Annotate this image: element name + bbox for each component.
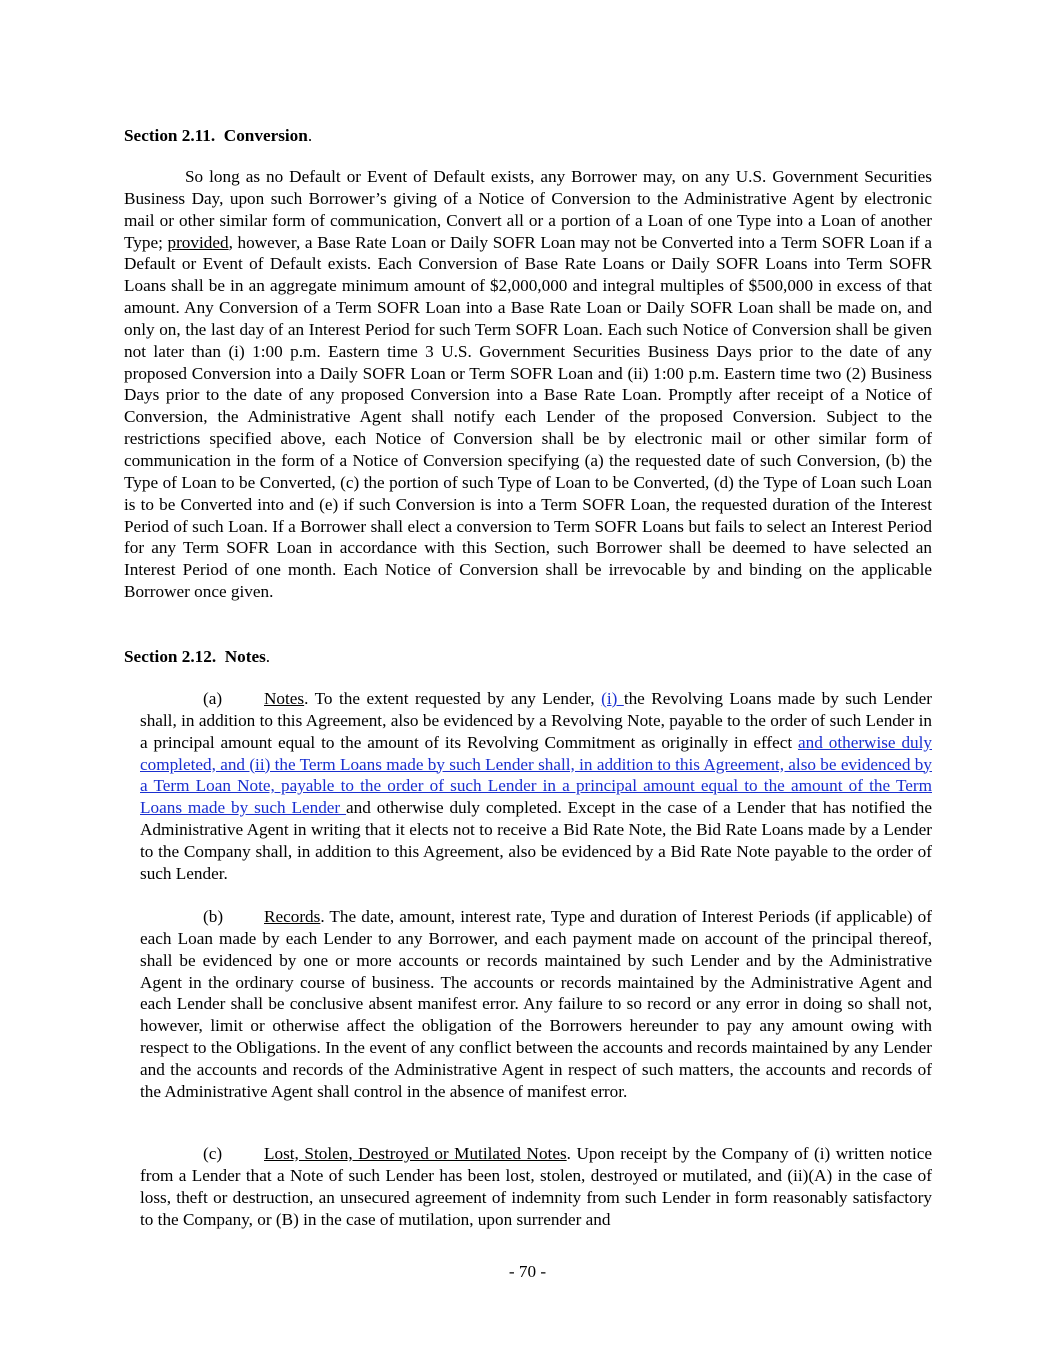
section-2-11-paragraph [124,166,932,603]
subsection-a-paragraph [140,688,932,885]
section-2-11-heading: Section 2.11. Conversion. [124,126,313,145]
inserted-text: and otherwise duly completed, and (ii) the Term Loans made by such Lender shall, in addition to this Agreement, also be evidenced by a Term Loan Note, payable to the order of such Lender in a principal amount equal to the amount of the Term Loans made by such Lender [140,732,932,818]
subsection-c-paragraph [140,1143,932,1230]
subsection-heading: Notes [264,689,305,708]
paragraph-text: , however, a Base Rate Loan or Daily SOFR Loan may not be Converted into a Term SOFR Loan if a Default or Event of Default exists. Each Conversion of Base Rate Loans or Daily SOFR Loans into Term SOFR Loans shall be in an aggregate minimum amount of $2,000,000 and integral multiples of $500,000 in excess of that amount. Any Conversion of a Term SOFR Loan into a Base Rate Loan or Daily SOFR Loan shall be made on, and only on, the last day of an Interest Period for such Term SOFR Loan. Each such Notice of Conversion shall be given not later than (i) 1:00 p.m. Eastern time 3 U.S. Government Securities Business Days prior to the date of any proposed Conversion into a Daily SOFR Loan or Term SOFR Loan and (ii) 1:00 p.m. Eastern time two (2) Business Days prior to the date of any proposed Conversion into a Base Rate Loan. Promptly after receipt of a Notice of Conversion, the Administrative Agent shall notify each Lender of the proposed Conversion. Subject to the restrictions specified above, each Notice of Conversion shall be by electronic mail or other similar form of communication in the form of a Notice of Conversion specifying (a) the requested date of such Conversion, (b) the Type of Loan to be Converted, (c) the portion of such Type of Loan to be Converted, (d) the Type of Loan such Loan is to be Converted into and (e) if such Conversion is into a Term SOFR Loan, the requested duration of the Interest Period of such Loan. If a Borrower shall elect a conversion to Term SOFR Loans but fails to select an Interest Period for any Term SOFR Loan in accordance with this Section, such Borrower shall be deemed to have selected an Interest Period of one month. Each Notice of Conversion shall be irrevocable by and binding on the applicable Borrower once given. [124,232,933,602]
section-number: Section 2.12. [124,647,217,666]
section-title: Notes [224,647,266,666]
page-number: - 70 - [508,1262,547,1281]
subsection-marker: (b) [203,907,224,926]
subsection-marker: (c) [203,1144,223,1163]
subsection-heading: Records [264,907,321,926]
section-title: Conversion [223,126,308,145]
underlined-term: provided [167,232,229,252]
inserted-text: (i) [601,689,624,708]
paragraph-text: . The date, amount, interest rate, Type and duration of Interest Periods (if applicable) of each Loan made by each Lender to any Borrower, and each payment made on account of the principal thereof, shall be evidenced by one or more accounts or records maintained by such Lender and by the Administrative Agent in the ordinary course of business. The accounts or records maintained by the Administrative Agent and each Lender shall be conclusive absent manifest error. Any failure to so record or any error in doing so shall not, however, limit or otherwise affect the obligation of the Borrowers hereunder to pay any amount owing with respect to the Obligations. In the event of any conflict between the accounts and records maintained by any Lender and the accounts and records of the Administrative Agent in respect of such matters, the accounts and records of the Administrative Agent shall control in the absence of manifest error. [140,907,932,1101]
subsection-heading: Lost, Stolen, Destroyed or Mutilated Notes [264,1144,567,1163]
section-2-12-heading: Section 2.12. Notes. [124,647,271,666]
subsection-marker: (a) [203,689,223,708]
paragraph-text: . To the extent requested by any Lender, [304,689,602,708]
subsection-b-paragraph [140,906,932,1103]
paragraph-text: . Upon receipt by the Company of (i) written notice from a Lender that a Note of such Lender has been lost, stolen, destroyed or mutilated, and (ii)(A) in the case of loss, theft or destruction, an unsecured agreement of indemnity from such Lender in form reasonably satisfactory to the Company, or (B) in the case of mutilation, upon surrender and [140,1144,932,1229]
section-number: Section 2.11. [124,126,216,145]
paragraph-text: and otherwise duly completed. Except in the case of a Lender that has notified the Administrative Agent in writing that it elects not to receive a Bid Rate Note, the Bid Rate Loans made by a Lender to the Company shall, in addition to this Agreement, also be evidenced by a Bid Rate Note payable to the order of such Lender. [140,798,932,883]
paragraph-text: the Revolving Loans made by such Lender shall, in addition to this Agreement, also be evidenced by a Revolving Note, payable to the order of such Lender in a principal amount equal to the amount of its Revolving Commitment as originally in effect [140,689,932,752]
paragraph-text: So long as no Default or Event of Default exists, any Borrower may, on any U.S. Government Securities Business Day, upon such Borrower’s giving of a Notice of Conversion to the Administrative Agent by electronic mail or other similar form of communication, Convert all or a portion of a Loan of one Type into a Loan of another Type; [124,167,932,252]
